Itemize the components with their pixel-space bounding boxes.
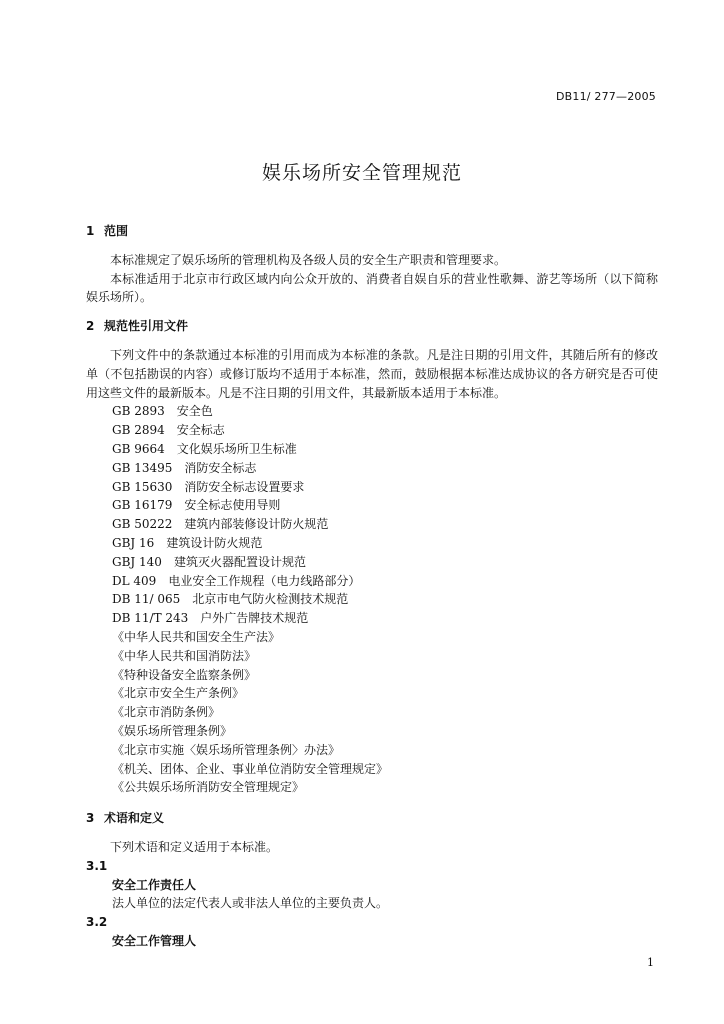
reference-item	[86, 553, 658, 572]
reference-title: 电业安全工作规程（电力线路部分）	[168, 573, 361, 588]
reference-item	[86, 402, 658, 421]
section-title: 范围	[104, 224, 129, 238]
reference-title: 北京市电气防火检测技术规范	[192, 592, 349, 607]
terms-intro: 下列术语和定义适用于本标准。	[110, 839, 279, 854]
reference-title: 消防安全标志设置要求	[184, 479, 305, 494]
reference-list	[86, 402, 658, 797]
reference-title: 《北京市消防条例》	[112, 705, 221, 720]
reference-title: 建筑灭火器配置设计规范	[173, 554, 306, 569]
section-2-heading	[86, 317, 658, 336]
reference-title: 安全色	[176, 404, 213, 419]
reference-title: 建筑内部装修设计防火规范	[184, 517, 329, 532]
reference-item	[86, 534, 658, 553]
section-3-heading	[86, 809, 658, 828]
term-name: 安全工作责任人	[112, 877, 197, 892]
reference-title: 《中华人民共和国安全生产法》	[112, 629, 281, 644]
term-definition: 法人单位的法定代表人或非法人单位的主要负责人。	[112, 896, 389, 911]
reference-title: 《北京市安全生产条例》	[112, 686, 245, 701]
reference-item	[86, 647, 658, 666]
section-1-heading	[86, 222, 658, 241]
reference-title: 安全标志	[176, 423, 225, 438]
references-intro: 下列文件中的条款通过本标准的引用而成为本标准的条款。凡是注日期的引用文件，其随后所有的修改单（不包括勘误的内容）或修订版均不适用于本标准，然而，鼓励根据本标准达成协议的各方研究是否可使用这些文件的最新版本。凡是不注日期的引用文件，其最新版本适用于本标准。	[86, 347, 658, 400]
reference-item	[86, 666, 658, 685]
section-number: 1	[86, 224, 95, 238]
reference-item	[86, 760, 658, 779]
section-title: 术语和定义	[104, 811, 165, 826]
reference-item	[86, 741, 658, 760]
reference-code: GBJ 16	[112, 535, 155, 550]
reference-item	[86, 628, 658, 647]
reference-code: GB 16179	[112, 498, 173, 513]
reference-item	[86, 421, 658, 440]
reference-item	[86, 684, 658, 703]
reference-code: GB 50222	[112, 517, 173, 532]
reference-title: 户外广告牌技术规范	[200, 611, 309, 626]
reference-code: GB 2893	[112, 404, 165, 419]
reference-item	[86, 778, 658, 797]
reference-title: 《特种设备安全监察条例》	[112, 667, 257, 682]
reference-code: GB 13495	[112, 460, 173, 475]
reference-title: 文化娱乐场所卫生标准	[176, 441, 297, 456]
reference-title: 《北京市实施〈娱乐场所管理条例〉办法》	[112, 742, 341, 757]
reference-item	[86, 703, 658, 722]
reference-title: 消防安全标志	[184, 460, 257, 475]
reference-item	[86, 609, 658, 628]
reference-title: 《中华人民共和国消防法》	[112, 648, 257, 663]
reference-code: GB 9664	[112, 441, 165, 456]
reference-code: DL 409	[112, 573, 157, 588]
reference-item	[86, 440, 658, 459]
section-number: 3	[86, 811, 95, 826]
document-title: 娱乐场所安全管理规范	[261, 162, 462, 184]
reference-item	[86, 722, 658, 741]
reference-title: 安全标志使用导则	[184, 498, 281, 513]
standard-code: DB11/ 277—2005	[555, 90, 656, 103]
reference-item	[86, 572, 658, 591]
section-number: 2	[86, 319, 95, 334]
reference-title: 建筑设计防火规范	[166, 535, 263, 550]
section-title: 规范性引用文件	[104, 319, 189, 334]
reference-code: GB 15630	[112, 479, 173, 494]
term-number: 3.1	[86, 858, 108, 873]
reference-code: GB 2894	[112, 423, 165, 438]
reference-item	[86, 515, 658, 534]
scope-paragraph-1: 本标准规定了娱乐场所的管理机构及各级人员的安全生产职责和管理要求。	[110, 252, 507, 267]
reference-item	[86, 496, 658, 515]
document-body	[86, 222, 658, 951]
reference-code: GBJ 140	[112, 554, 162, 569]
reference-item	[86, 478, 658, 497]
scope-paragraph-2: 本标准适用于北京市行政区域内向公众开放的、消费者自娱自乐的营业性歌舞、游艺等场所（以下简称娱乐场所）。	[86, 271, 658, 305]
term-number: 3.2	[86, 915, 108, 930]
reference-item	[86, 590, 658, 609]
reference-title: 《娱乐场所管理条例》	[112, 723, 233, 738]
reference-code: DB 11/T 243	[112, 611, 189, 626]
reference-title: 《机关、团体、企业、事业单位消防安全管理规定》	[112, 761, 389, 776]
reference-title: 《公共娱乐场所消防安全管理规定》	[112, 780, 305, 795]
page-number: 1	[647, 956, 654, 969]
reference-code: DB 11/ 065	[112, 592, 181, 607]
reference-item	[86, 459, 658, 478]
term-name: 安全工作管理人	[112, 933, 197, 948]
